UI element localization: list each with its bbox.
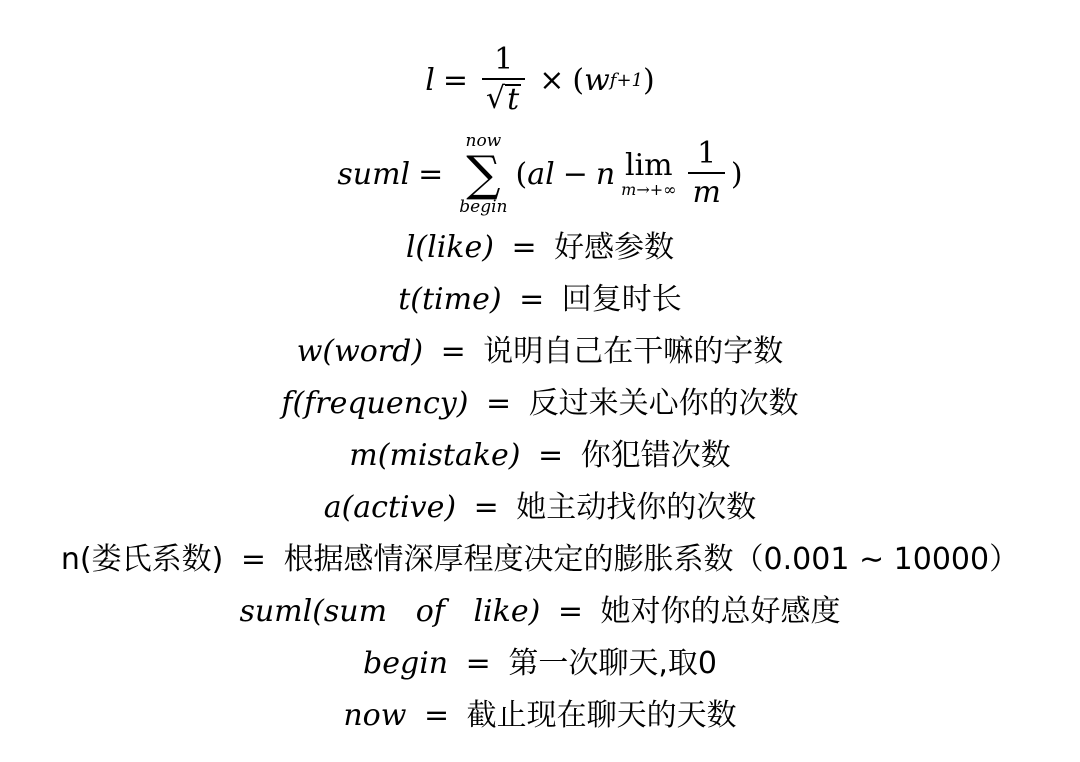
close-paren: ) — [642, 62, 655, 98]
minus-operator: − — [562, 156, 588, 192]
open-paren: ( — [515, 156, 528, 192]
radical-sign-icon: √ — [486, 81, 506, 116]
sigma-icon: ∑ — [466, 146, 501, 202]
open-paren: ( — [572, 62, 585, 98]
definition-row — [0, 488, 1080, 528]
definition-meaning: 好感参数 — [554, 230, 675, 265]
definition-meaning: 反过来关心你的次数 — [528, 386, 799, 421]
formula-suml-equals: = — [418, 156, 444, 192]
lim-label: lim — [624, 148, 673, 183]
definition-equals: = — [557, 594, 583, 629]
fraction-one-over-m — [688, 138, 724, 210]
definition-equals: = — [423, 698, 450, 733]
definition-equals: = — [538, 438, 564, 473]
definition-equals: = — [485, 386, 512, 421]
definition-symbol: w(word) — [296, 334, 424, 369]
definition-meaning: 根据感情深厚程度决定的膨胀系数（0.001 ∼ 10000） — [283, 542, 1020, 577]
radicand: t — [507, 82, 520, 117]
definition-meaning: 说明自己在干嘛的字数 — [483, 334, 784, 369]
power-exponent: f+1 — [609, 69, 643, 91]
fraction-denominator: m — [688, 172, 724, 210]
definition-symbol: suml(sum of like) — [239, 594, 541, 629]
close-paren: ) — [730, 156, 743, 192]
definition-row — [0, 280, 1080, 320]
times-operator: × — [539, 62, 565, 98]
definition-row — [0, 332, 1080, 372]
definition-symbol: n(娄氏系数) — [60, 542, 224, 577]
definition-equals: = — [511, 230, 537, 265]
definition-symbol: now — [343, 698, 407, 733]
definition-row — [0, 592, 1080, 632]
summation — [459, 132, 507, 216]
formula-like — [0, 40, 1080, 120]
fraction-one-over-sqrt-t — [482, 44, 525, 116]
power-base: w — [584, 62, 610, 98]
sum-upper-limit: now — [465, 131, 502, 151]
formula-suml-lhs: suml — [337, 156, 411, 192]
definition-row — [0, 436, 1080, 476]
definition-row — [0, 644, 1080, 684]
fraction-denominator — [482, 78, 525, 116]
definition-meaning: 截止现在聊天的天数 — [466, 698, 737, 733]
definition-symbol: a(active) — [323, 490, 457, 525]
formula-suml — [0, 128, 1080, 220]
definition-row — [0, 540, 1080, 580]
formula-like-lhs: l — [425, 62, 435, 98]
definition-symbol: m(mistake) — [349, 438, 521, 473]
definition-symbol: begin — [363, 646, 449, 681]
definition-row — [0, 384, 1080, 424]
definition-equals: = — [465, 646, 491, 681]
definition-row — [0, 696, 1080, 736]
fraction-numerator: 1 — [697, 136, 717, 171]
limit-operator — [621, 150, 676, 198]
fraction-numerator: 1 — [494, 42, 514, 77]
sum-lower-limit: begin — [459, 197, 508, 217]
definition-symbol: f(frequency) — [281, 386, 469, 421]
definition-meaning: 你犯错次数 — [580, 438, 731, 473]
definition-row — [0, 228, 1080, 268]
square-root — [486, 81, 521, 117]
definition-meaning: 回复时长 — [561, 282, 682, 317]
definition-equals: = — [519, 282, 545, 317]
coefficient-n: n — [595, 156, 616, 192]
definition-meaning: 她主动找你的次数 — [516, 490, 757, 525]
definition-symbol: l(like) — [405, 230, 494, 265]
definition-symbol: t(time) — [398, 282, 502, 317]
definition-equals: = — [440, 334, 466, 369]
definition-equals: = — [240, 542, 267, 577]
definition-meaning: 第一次聊天,取0 — [508, 646, 717, 681]
term-al: al — [527, 156, 555, 192]
formula-like-equals: = — [442, 62, 469, 98]
lim-subscript: m→+∞ — [621, 180, 677, 199]
definition-equals: = — [473, 490, 499, 525]
definition-meaning: 她对你的总好感度 — [600, 594, 841, 629]
